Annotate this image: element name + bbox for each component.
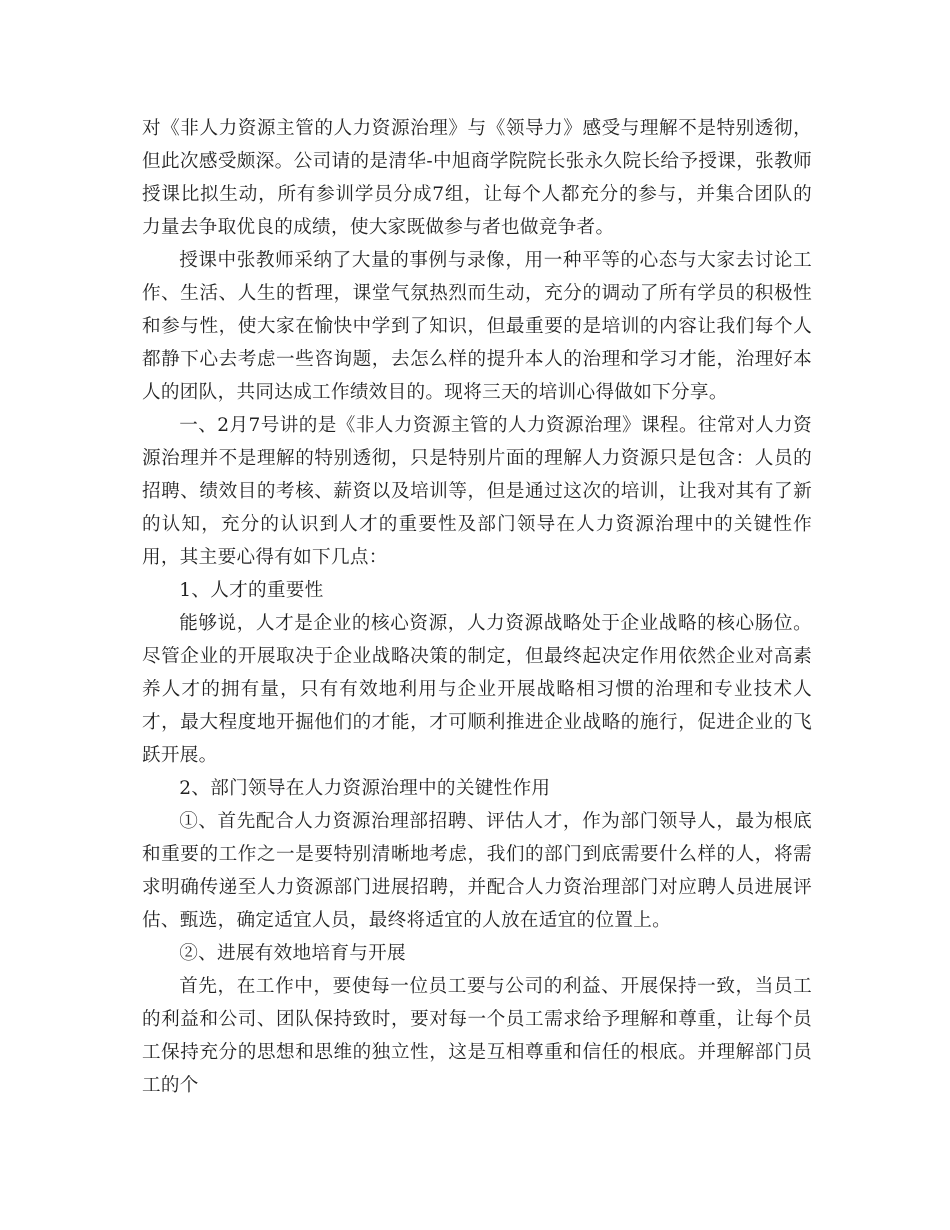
paragraph-section-one: 一、2月7号讲的是《非人力资源主管的人力资源治理》课程。往常对人力资源治理并不是理解的特别透彻，只是特别片面的理解人力资源只是包含：人员的招聘、绩效目的考核、薪资以及培训等，但是通过这次的培训，让我对其有了新的认知，充分的认识到人才的重要性及部门领导在人力资源治理中的关键性作用，其主要心得有如下几点：	[142, 415, 812, 568]
heading-leader-role: 2、部门领导在人力资源治理中的关键性作用	[179, 778, 551, 799]
document-body	[142, 112, 812, 1102]
heading-talent-importance: 1、人才的重要性	[179, 580, 324, 601]
paragraph-talent-importance: 能够说，人才是企业的核心资源，人力资源战略处于企业战略的核心肠位。尽管企业的开展取决于企业战略决策的制定，但最终起决定作用依然企业对高素养人才的拥有量，只有有效地利用与企业开展战略相习惯的治理和专业技术人才，最大程度地开掘他们的才能，才可顺利推进企业战略的施行，促进企业的飞跃开展。	[142, 613, 812, 766]
paragraph-training-development: 首先，在工作中，要使每一位员工要与公司的利益、开展保持一致，当员工的利益和公司、团队保持致时，要对每一个员工需求给予理解和尊重，让每个员工保持充分的思想和思维的独立性，这是互相尊重和信任的根底。并理解部门员工的个	[142, 976, 812, 1096]
paragraph-recruit-assess: ①、首先配合人力资源治理部招聘、评估人才，作为部门领导人，最为根底和重要的工作之一是要特别清晰地考虑，我们的部门到底需要什么样的人，将需求明确传递至人力资源部门进展招聘，并配合人力资治理部门对应聘人员进展评估、甄选，确定适宜人员，最终将适宜的人放在适宜的位置上。	[142, 811, 812, 931]
paragraph-intro-continued: 对《非人力资源主管的人力资源治理》与《领导力》感受与理解不是特别透彻，但此次感受颇深。公司请的是清华-中旭商学院院长张永久院长给予授课，张教师授课比拟生动，所有参训学员分成7组，让每个人都充分的参与，并集合团队的力量去争取优良的成绩，使大家既做参与者也做竞争者。	[142, 118, 812, 238]
heading-training-development: ②、进展有效地培育与开展	[179, 943, 406, 964]
paragraph-teaching-method: 授课中张教师采纳了大量的事例与录像，用一种平等的心态与大家去讨论工作、生活、人生的哲理，课堂气氛热烈而生动，充分的调动了所有学员的积极性和参与性，使大家在愉快中学到了知识，但最重要的是培训的内容让我们每个人都静下心去考虑一些咨询题，去怎么样的提升本人的治理和学习才能，治理好本人的团队，共同达成工作绩效目的。现将三天的培训心得做如下分享。	[142, 250, 812, 403]
